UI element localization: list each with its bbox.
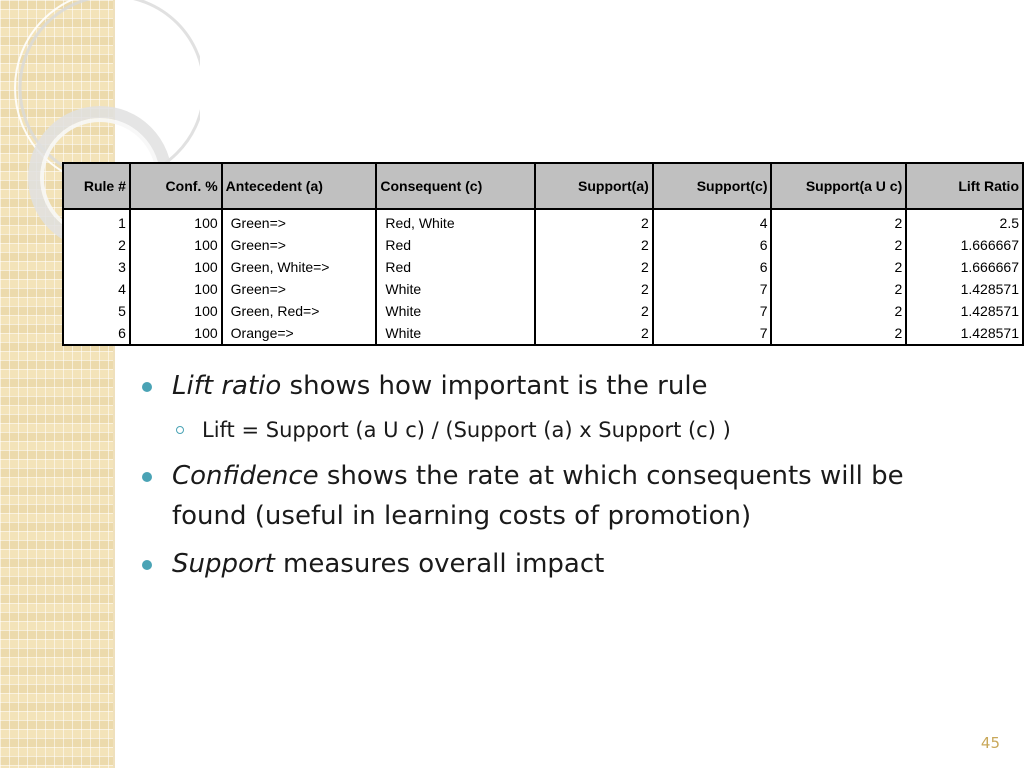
cell-support-a-u-c: 2 [771,322,906,345]
cell-support-a-u-c: 2 [771,256,906,278]
header-support-a: Support(a) [535,163,653,209]
cell-consequent: White [376,322,535,345]
table-row [63,300,1023,322]
bullet-dot-icon [142,560,152,570]
table-row [63,234,1023,256]
cell-support-a-u-c: 2 [771,234,906,256]
sub-bullet-lift-formula [140,414,980,446]
table-row [63,209,1023,234]
cell-support-c: 7 [653,300,772,322]
table-row [63,322,1023,345]
cell-antecedent: Green, Red=> [222,300,377,322]
page-number: 45 [980,734,1000,752]
cell-antecedent: Green, White=> [222,256,377,278]
cell-lift-ratio: 1.428571 [906,322,1023,345]
association-rules-table [62,162,1024,346]
bullet-lift-ratio [140,366,980,406]
cell-lift-ratio: 1.428571 [906,300,1023,322]
cell-rule-number: 5 [63,300,130,322]
cell-rule-number: 6 [63,322,130,345]
header-support-c: Support(c) [653,163,772,209]
cell-lift-ratio: 2.5 [906,209,1023,234]
cell-lift-ratio: 1.666667 [906,234,1023,256]
cell-rule-number: 3 [63,256,130,278]
cell-support-a: 2 [535,256,653,278]
header-support-a-u-c: Support(a U c) [771,163,906,209]
cell-support-c: 7 [653,278,772,300]
cell-rule-number: 1 [63,209,130,234]
bullet-confidence-text: shows the rate at which consequents will be found (useful in learning costs of promotion) [172,461,904,531]
cell-support-c: 4 [653,209,772,234]
cell-support-c: 7 [653,322,772,345]
bullet-dot-icon [142,382,152,392]
cell-confidence: 100 [130,234,222,256]
cell-confidence: 100 [130,209,222,234]
cell-lift-ratio: 1.428571 [906,278,1023,300]
table-row [63,278,1023,300]
cell-rule-number: 2 [63,234,130,256]
decorative-side-strip [0,0,113,768]
cell-support-a: 2 [535,300,653,322]
side-strip-edge [113,0,115,768]
cell-consequent: Red [376,234,535,256]
cell-support-a: 2 [535,322,653,345]
header-confidence: Conf. % [130,163,222,209]
header-lift-ratio: Lift Ratio [906,163,1023,209]
cell-confidence: 100 [130,278,222,300]
bullet-support [140,544,980,584]
term-support: Support [172,549,275,579]
term-confidence: Confidence [172,461,319,491]
cell-support-c: 6 [653,256,772,278]
cell-support-a: 2 [535,278,653,300]
cell-confidence: 100 [130,256,222,278]
cell-consequent: White [376,278,535,300]
table-row [63,256,1023,278]
table-header-row [63,163,1023,209]
cell-support-a: 2 [535,234,653,256]
cell-support-a-u-c: 2 [771,300,906,322]
term-lift-ratio: Lift ratio [172,371,282,401]
cell-confidence: 100 [130,322,222,345]
cell-antecedent: Green=> [222,209,377,234]
cell-confidence: 100 [130,300,222,322]
bullet-support-text: measures overall impact [274,549,605,579]
cell-support-a-u-c: 2 [771,278,906,300]
header-rule-number: Rule # [63,163,130,209]
cell-antecedent: Orange=> [222,322,377,345]
bullet-lift-ratio-text: shows how important is the rule [281,371,708,401]
bullet-confidence [140,456,980,536]
cell-lift-ratio: 1.666667 [906,256,1023,278]
sub-bullet-ring-icon [176,426,184,434]
cell-support-a: 2 [535,209,653,234]
bullet-dot-icon [142,472,152,482]
cell-consequent: Red, White [376,209,535,234]
cell-support-a-u-c: 2 [771,209,906,234]
bullet-list [140,366,980,592]
cell-antecedent: Green=> [222,234,377,256]
header-antecedent: Antecedent (a) [222,163,377,209]
cell-support-c: 6 [653,234,772,256]
lift-formula-text: Lift = Support (a U c) / (Support (a) x Support (c) ) [202,418,731,442]
cell-consequent: White [376,300,535,322]
cell-rule-number: 4 [63,278,130,300]
header-consequent: Consequent (c) [376,163,535,209]
cell-consequent: Red [376,256,535,278]
cell-antecedent: Green=> [222,278,377,300]
